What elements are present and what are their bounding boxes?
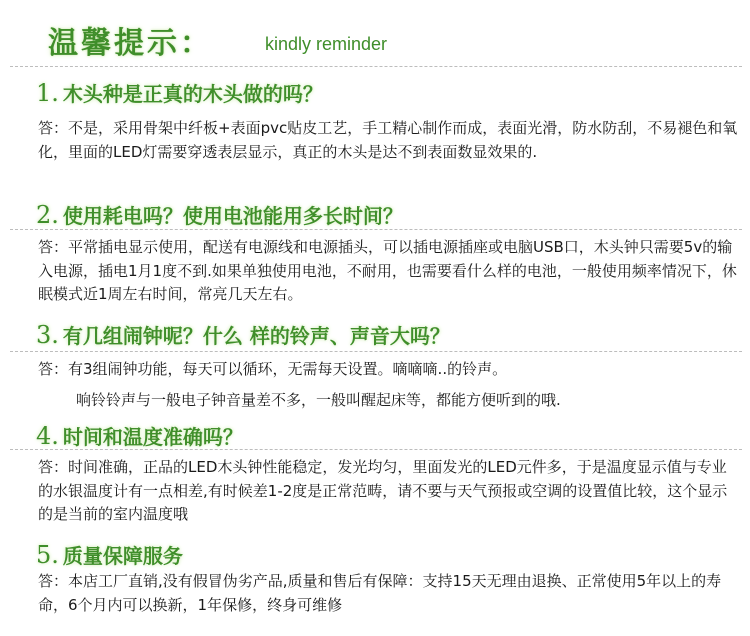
- faq-answer-3-extra: 响铃铃声与一般电子钟音量差不多，一般叫醒起床等，都能方便听到的哦.: [76, 391, 561, 409]
- faq-number: 2.: [36, 201, 59, 229]
- faq-answer-1: 答：不是，采用骨架中纤板+表面pvc贴皮工艺，手工精心制作而成，表面光滑，防水防刮，不易褪色和氧化，里面的LED灯需要穿透表层显示，真正的木头是达不到表面数显效果的.: [38, 119, 738, 161]
- faq-question-1: [36, 78, 323, 107]
- divider: [10, 229, 742, 231]
- faq-question-4: [36, 421, 243, 450]
- faq-question-5: [36, 540, 183, 569]
- faq-number: 5.: [36, 541, 59, 569]
- faq-question-text: 木头种是正真的木头做的吗？: [62, 82, 323, 106]
- faq-number: 4.: [36, 422, 59, 450]
- divider: [10, 66, 742, 68]
- page-title: 温馨提示：: [48, 26, 213, 61]
- faq-question-2: [36, 200, 403, 229]
- divider: [10, 351, 742, 353]
- faq-answer-3: 答：有3组闹钟功能，每天可以循环，无需每天设置。嘀嘀嘀..的铃声。: [38, 360, 508, 378]
- faq-question-text: 有几组闹钟呢？什么 样的铃声、声音大吗？: [62, 324, 450, 348]
- faq-question-text: 质量保障服务: [62, 544, 183, 568]
- faq-question-3: [36, 320, 450, 349]
- faq-answer-2: 答：平常插电显示使用，配送有电源线和电源插头，可以插电源插座或电脑USB口，木头钟只需要5v的输入电源，插电1月1度不到.如果单独使用电池，不耐用，也需要看什么样的电池，一般使用频率情况下，休眠模式近1周左右时间，常亮几天左右。: [38, 238, 737, 303]
- faq-number: 1.: [36, 79, 59, 107]
- faq-answer-5: 答：本店工厂直销,没有假冒伪劣产品,质量和售后有保障：支持15天无理由退换、正常使用5年以上的寿命，6个月内可以换新，1年保修，终身可维修: [38, 572, 722, 614]
- faq-question-text: 时间和温度准确吗？: [62, 425, 243, 449]
- faq-number: 3.: [36, 321, 59, 349]
- faq-question-text: 使用耗电吗？使用电池能用多长时间？: [62, 204, 403, 228]
- faq-answer-4: 答：时间准确，正品的LED木头钟性能稳定，发光均匀，里面发光的LED元件多，于是温度显示值与专业的水银温度计有一点相差,有时候差1-2度是正常范畴，请不要与天气预报或空调的设置值比较，这个显示的是当前的室内温度哦: [38, 458, 728, 523]
- header: [0, 0, 750, 66]
- page-subtitle: kindly reminder: [265, 34, 388, 54]
- divider: [10, 449, 742, 451]
